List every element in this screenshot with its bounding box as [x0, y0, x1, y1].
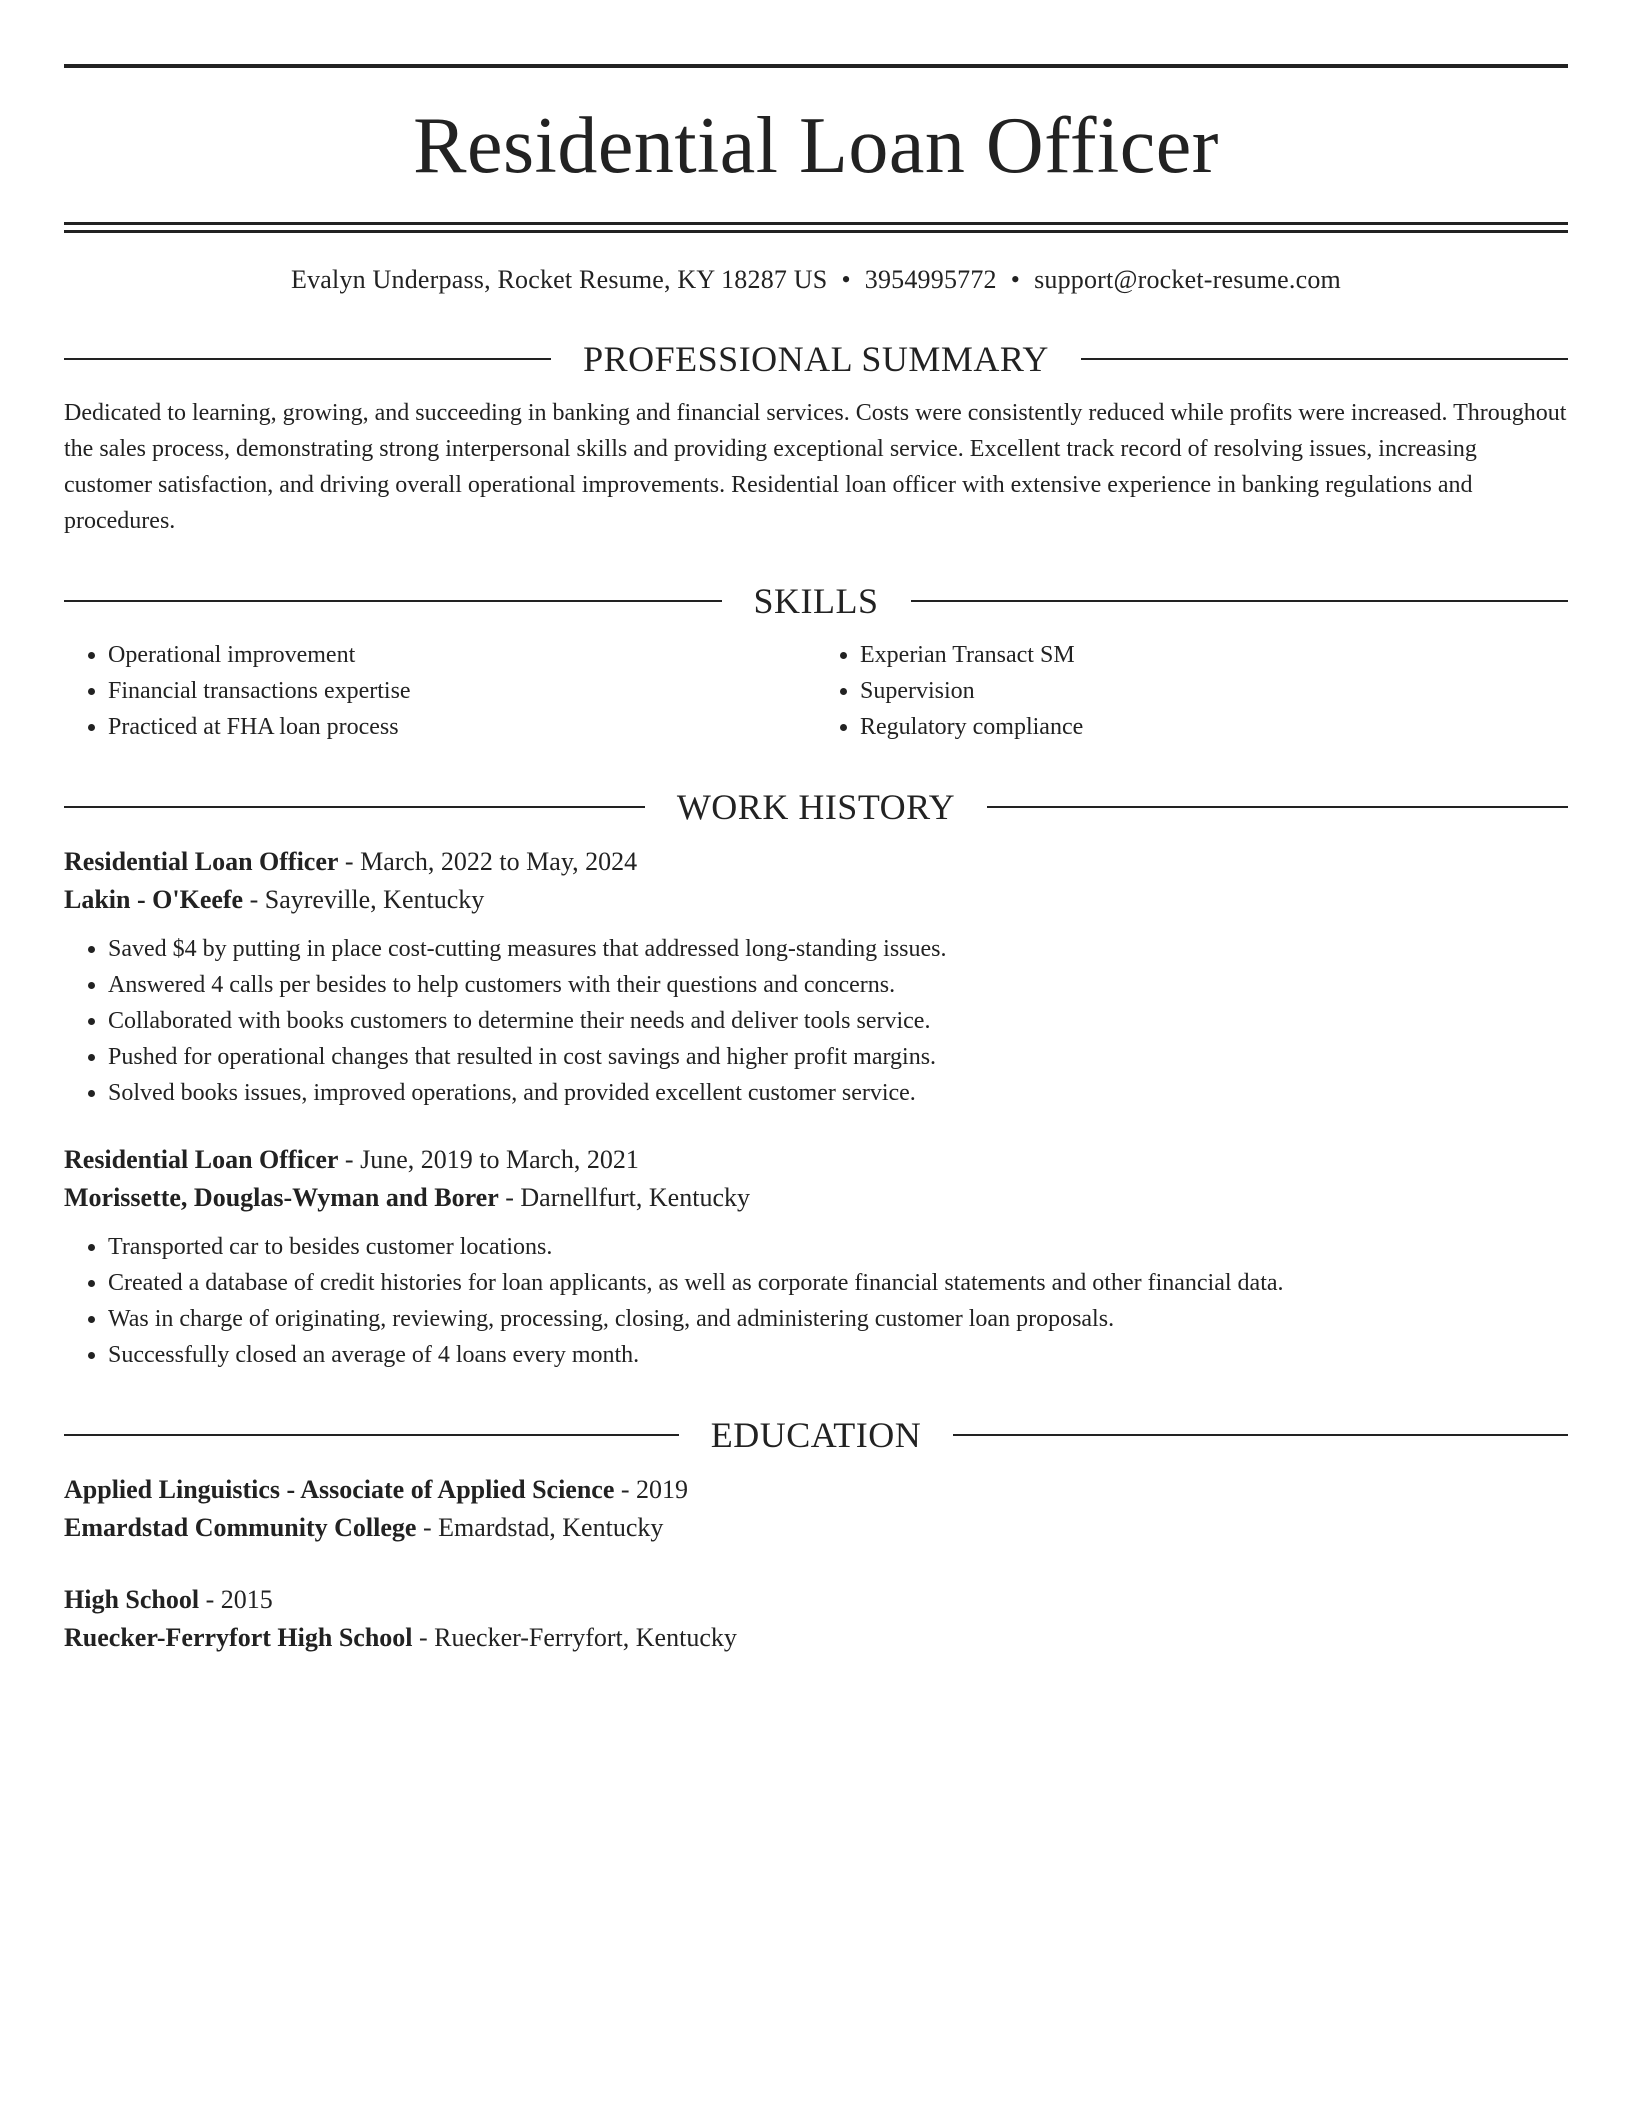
job-bullet: • Created a database of credit histories for loan applicants, as well as corporate financial statements and other financial data. — [108, 1265, 1568, 1301]
job-company-line — [64, 1179, 1568, 1217]
job-bullet: • Was in charge of originating, reviewing, processing, closing, and administering customer loan proposals. — [108, 1301, 1568, 1337]
summary-heading-label: PROFESSIONAL SUMMARY — [583, 339, 1049, 379]
skills-column-left — [64, 637, 816, 745]
education-school-line — [64, 1509, 1568, 1547]
job-location: - Sayreville, Kentucky — [243, 885, 485, 914]
education-degree-line — [64, 1581, 1568, 1619]
divider-line — [953, 1434, 1568, 1436]
top-rule — [64, 64, 1568, 68]
education-school: Emardstad Community College — [64, 1513, 417, 1542]
resume-page — [64, 64, 1568, 1657]
job-location: - Darnellfurt, Kentucky — [498, 1183, 750, 1212]
divider-line — [987, 806, 1568, 808]
job-bullets — [64, 931, 1568, 1111]
job-title: Residential Loan Officer — [64, 1145, 339, 1174]
education-year: - 2015 — [199, 1585, 273, 1614]
job-dates: - March, 2022 to May, 2024 — [338, 847, 638, 876]
skill-item: • Operational improvement — [108, 637, 816, 673]
skill-item: • Practiced at FHA loan process — [108, 709, 816, 745]
contact-email: support@rocket-resume.com — [1034, 265, 1341, 294]
job-bullet: • Solved books issues, improved operations, and provided excellent customer service. — [108, 1075, 1568, 1111]
job-bullet: • Successfully closed an average of 4 loans every month. — [108, 1337, 1568, 1373]
job-company: Lakin - O'Keefe — [64, 885, 244, 914]
job-entry — [64, 843, 1568, 1111]
skill-item: • Financial transactions expertise — [108, 673, 816, 709]
divider-line — [64, 1434, 679, 1436]
job-title-line — [64, 843, 1568, 881]
work-heading — [64, 785, 1568, 829]
divider-line — [64, 600, 722, 602]
education-location: - Ruecker-Ferryfort, Kentucky — [412, 1623, 737, 1652]
job-entry — [64, 1141, 1568, 1373]
education-entry — [64, 1581, 1568, 1657]
skills-heading-label: SKILLS — [753, 581, 879, 621]
divider-line — [911, 600, 1569, 602]
double-rule — [64, 222, 1568, 233]
job-bullet: • Transported car to besides customer locations. — [108, 1229, 1568, 1265]
education-year: - 2019 — [614, 1475, 689, 1504]
divider-line — [64, 358, 551, 360]
education-degree: Applied Linguistics - Associate of Applied Science — [64, 1475, 615, 1504]
contact-separator: • — [1010, 265, 1021, 294]
divider-line — [64, 806, 645, 808]
education-school-line — [64, 1619, 1568, 1657]
summary-heading — [64, 337, 1568, 381]
education-entry — [64, 1471, 1568, 1547]
education-location: - Emardstad, Kentucky — [416, 1513, 664, 1542]
contact-separator: • — [841, 265, 851, 294]
education-heading — [64, 1413, 1568, 1457]
education-degree: High School — [64, 1585, 200, 1614]
job-bullets — [64, 1229, 1568, 1373]
contact-address: Evalyn Underpass, Rocket Resume, KY 18287 US — [291, 265, 828, 294]
job-bullet: • Pushed for operational changes that resulted in cost savings and higher profit margins. — [108, 1039, 1568, 1075]
contact-phone: 3954995772 — [864, 265, 997, 294]
skills-heading — [64, 579, 1568, 623]
skill-item: • Supervision — [860, 673, 1568, 709]
job-bullet: • Saved $4 by putting in place cost-cutting measures that addressed long-standing issues. — [108, 931, 1568, 967]
summary-text: Dedicated to learning, growing, and succeeding in banking and financial services. Costs were consistently reduced while profits were increased. Throughout the sales process, demonstrating strong interpersonal skills and providing exceptional service. Excellent track record of resolving issues, increasing customer satisfaction, and driving overall operational improvements. Residential loan officer with extensive experience in banking regulations and procedures. — [64, 400, 1567, 534]
work-heading-label: WORK HISTORY — [676, 787, 956, 827]
job-title: Residential Loan Officer — [64, 847, 339, 876]
contact-line — [64, 263, 1568, 297]
job-bullet: • Collaborated with books customers to determine their needs and deliver tools service. — [108, 1003, 1568, 1039]
divider-line — [1081, 358, 1568, 360]
job-title-line — [64, 1141, 1568, 1179]
job-company: Morissette, Douglas-Wyman and Borer — [64, 1183, 499, 1212]
job-company-line — [64, 881, 1568, 919]
skill-item: • Regulatory compliance — [860, 709, 1568, 745]
skill-item: • Experian Transact SM — [860, 637, 1568, 673]
skills-list — [64, 637, 1568, 745]
education-heading-label: EDUCATION — [710, 1415, 922, 1455]
resume-title: Residential Loan Officer — [413, 102, 1219, 190]
education-school: Ruecker-Ferryfort High School — [64, 1623, 413, 1652]
skills-column-right — [816, 637, 1568, 745]
job-bullet: • Answered 4 calls per besides to help customers with their questions and concerns. — [108, 967, 1568, 1003]
job-dates: - June, 2019 to March, 2021 — [338, 1145, 639, 1174]
education-degree-line — [64, 1471, 1568, 1509]
